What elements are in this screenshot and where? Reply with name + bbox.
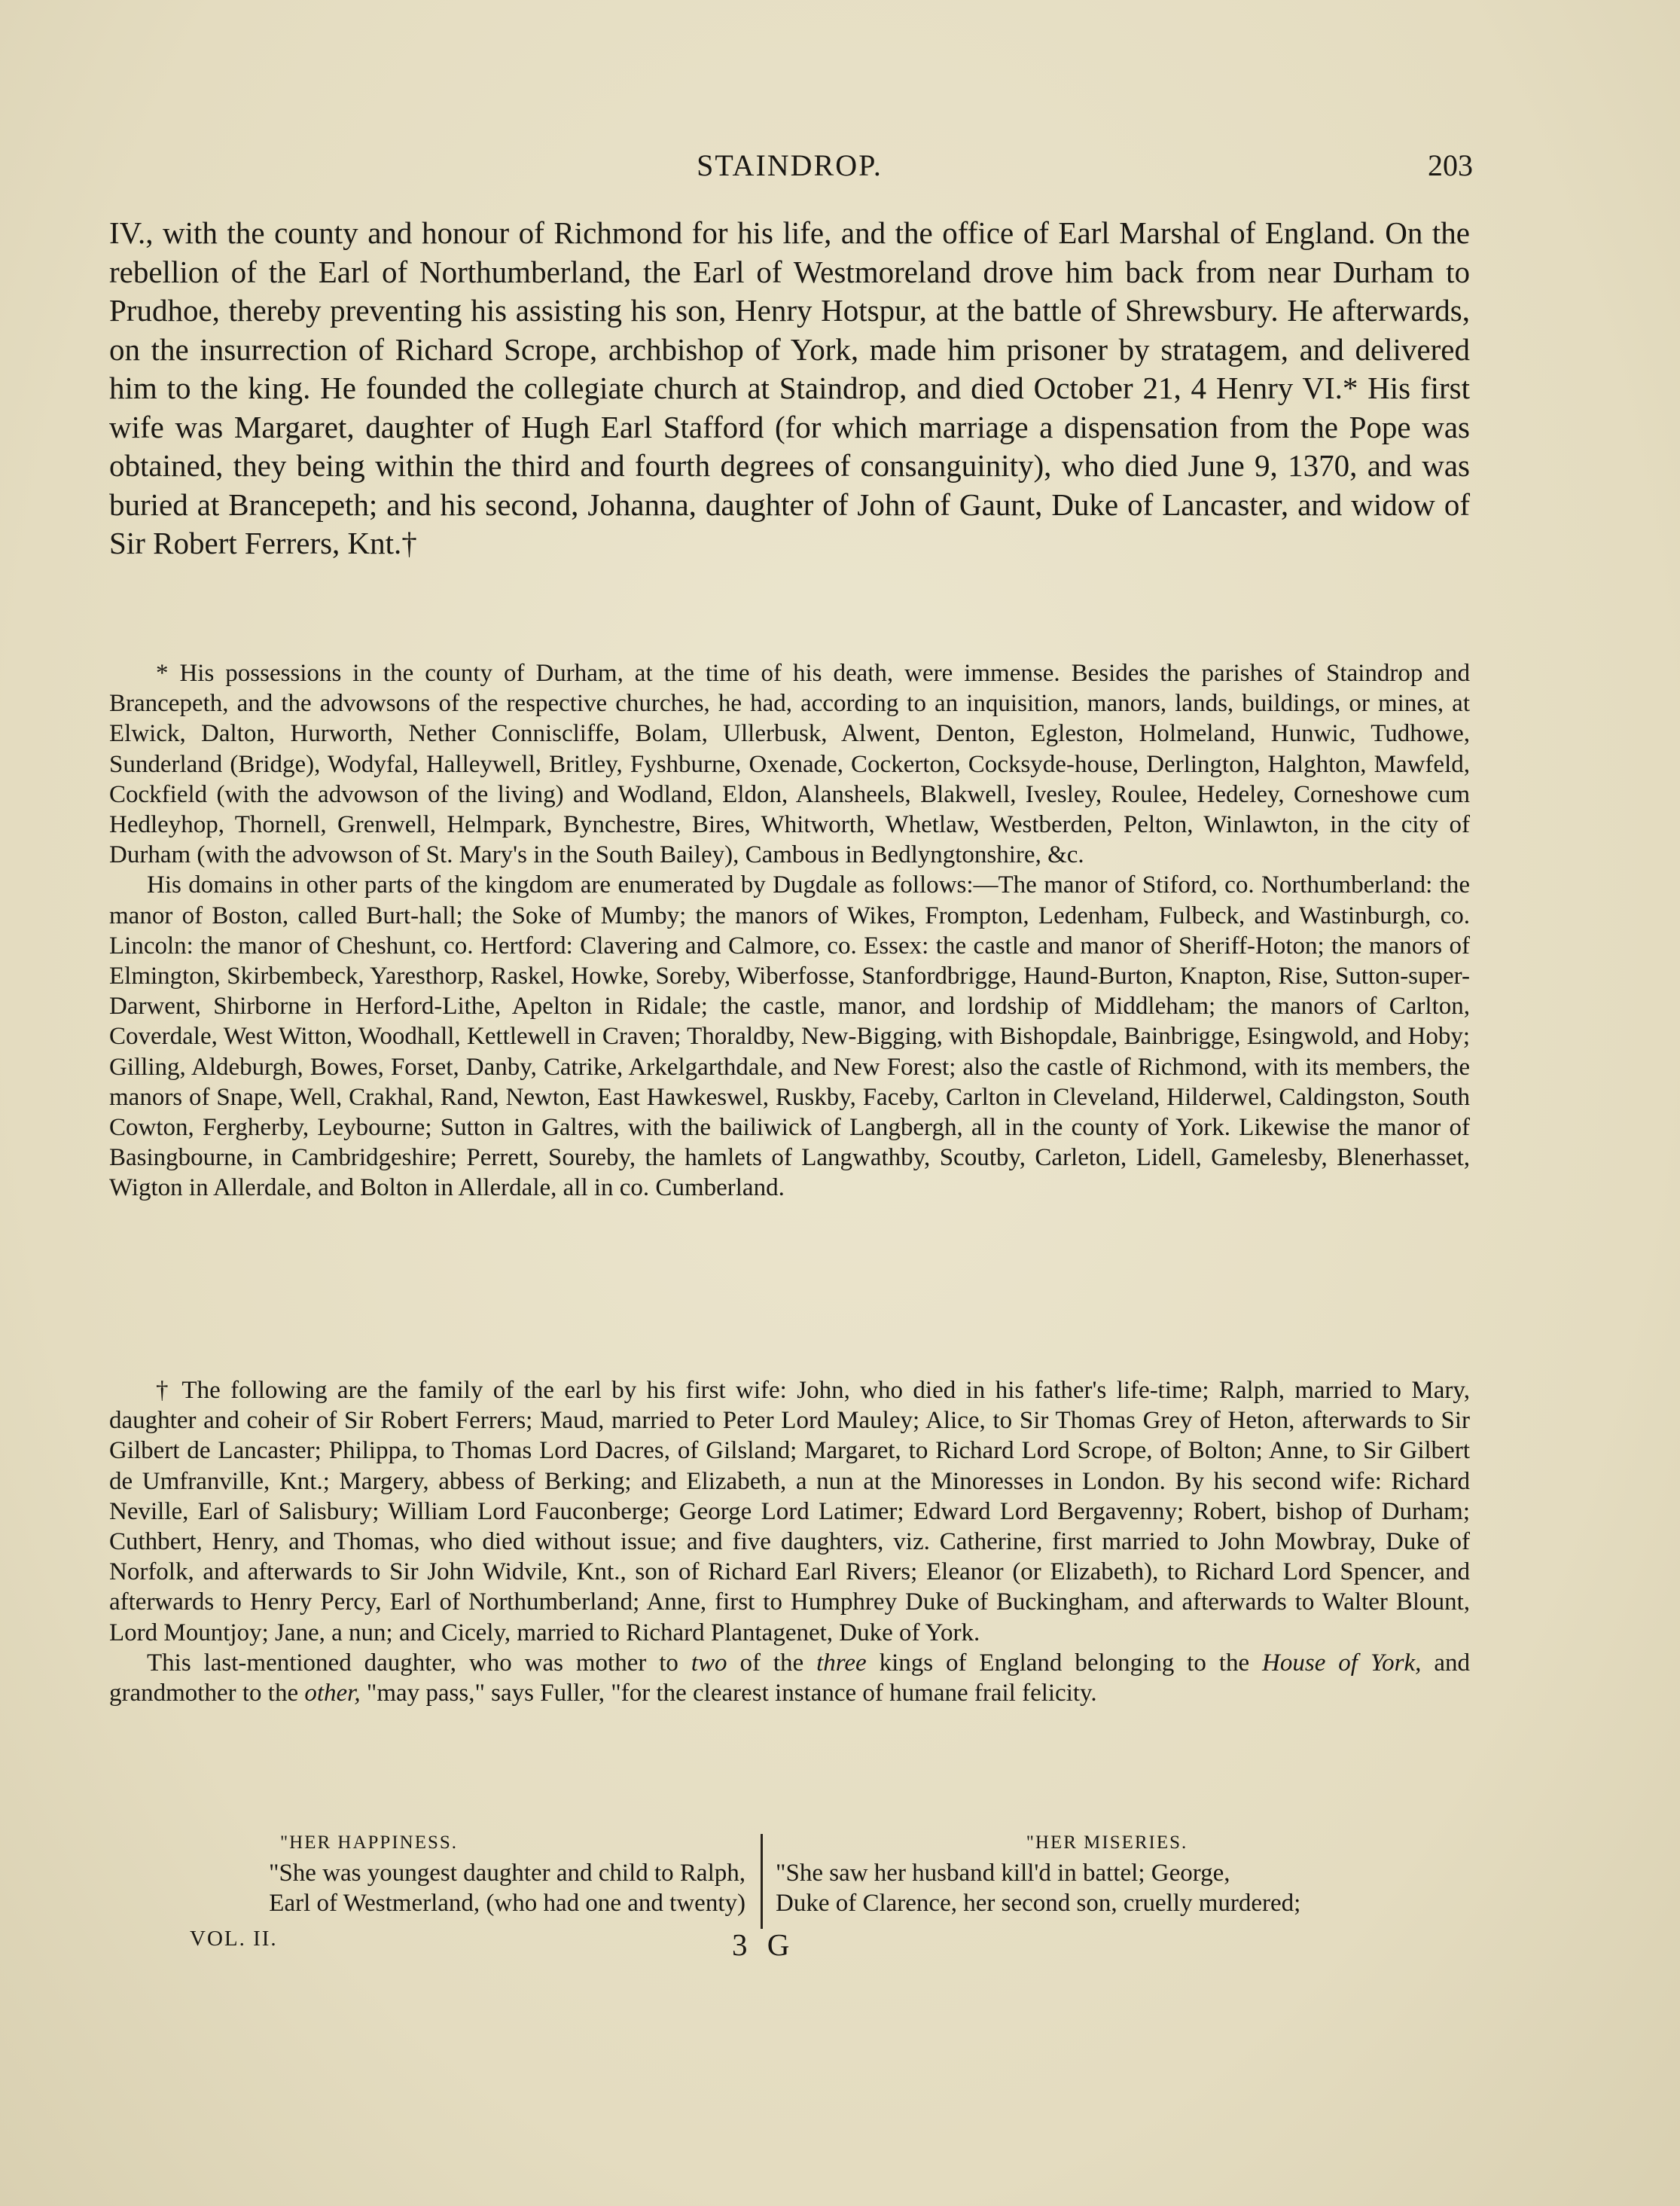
fuller-text-e: "may pass," says Fuller, "for the clearest instance of humane frail felicity.: [360, 1680, 1097, 1707]
volume-label: VOL. II.: [190, 1927, 278, 1951]
fuller-text-b: of the: [727, 1649, 817, 1677]
fuller-text-a: This last-mentioned daughter, who was mother to: [147, 1649, 691, 1677]
fuller-two: two: [691, 1649, 727, 1677]
main-body-text: IV., with the county and honour of Richmond for his life, and the office of Earl Marshal of England. On the rebellion of the Earl of Northumberland, the Earl of Westmoreland drove him back from near Durham to Prudhoe, thereby preventing his assisting his son, Henry Hotspur, at the battle of Shrewsbury. He afterwards, on the insurrection of Richard Scrope, archbishop of York, made him prisoner by stratagem, and delivered him to the king. He founded the collegiate church at Staindrop, and died October 21, 4 Henry VI.* His first wife was Margaret, daughter of Hugh Earl Stafford (for which marriage a dispensation from the Pope was obtained, they being within the third and fourth degrees of consanguinity), who died June 9, 1370, and was buried at Brancepeth; and his second, Johanna, daughter of John of Gaunt, Duke of Lancaster, and widow of Sir Robert Ferrers, Knt.†: [109, 215, 1470, 560]
happiness-heading: "HER HAPPINESS.: [279, 1832, 459, 1853]
fuller-text-c: kings of England belonging to the: [866, 1649, 1263, 1677]
column-divider: [761, 1834, 763, 1929]
footnote-asterisk-para-2: His domains in other parts of the kingdom are enumerated by Dugdale as follows:—The manor of Stiford, co. Northumberland: the manor of Boston, called Burt-hall; the Soke of Mumby; the manors of Wikes, Frompton, Ledenham, Fulbeck, and Wastinburgh, co. Lincoln: the manor of Cheshunt, co. Hertford: Clavering and Calmore, co. Essex: the castle and manor of Sheriff-Hoton; the manors of Elmington, Skirbembeck, Yaresthorp, Raskel, Howke, Soreby, Wiberfosse, Stanfordbrigge, Haund-Burton, Knapton, Rise, Sutton-super-Darwent, Shirborne in Herford-Lithe, Apelton in Ridale; the castle, manor, and lordship of Middleham; the manors of Carlton, Coverdale, West Witton, Woodhall, Kettlewell in Craven; Thoraldby, New-Bigging, with Bishopdale, Bainbrigge, Esingwold, and Hoby; Gilling, Aldeburgh, Bowes, Forset, Danby, Catrike, Arkelgarthdale, and New Forest; also the castle of Richmond, with its members, the manors of Snape, Well, Crakhal, Rand, Newton, East Hawkeswel, Ruskby, Faceby, Carlton in Cleveland, Hilderwel, Caldingston, South Cowton, Fergherby, Leybourne; Sutton in Galtres, with the bailiwick of Langbergh, all in the county of York. Likewise the manor of Basingbourne, in Cambridgeshire; Perrett, Soureby, the hamlets of Langwathby, Scoutby, Carleton, Lidell, Gamelesby, Blenerhasset, Wigton in Allerdale, and Bolton in Allerdale, all in co. Cumberland.: [109, 871, 1470, 1202]
happiness-line-1: "She was youngest daughter and child to Ralph,: [268, 1860, 745, 1887]
miseries-line-2: Duke of Clarence, her second son, cruelly murdered;: [776, 1890, 1301, 1917]
happiness-column: [83, 1828, 745, 1918]
page-footer: [0, 1927, 1680, 1964]
miseries-line-1: "She saw her husband kill'd in battel; George,: [776, 1860, 1230, 1887]
running-head-title: STAINDROP.: [697, 148, 883, 182]
miseries-column: [776, 1828, 1438, 1918]
fuller-three: three: [816, 1649, 867, 1677]
page-number: 203: [1428, 148, 1473, 182]
running-head: [109, 148, 1473, 193]
footnote-asterisk-para-1: * His possessions in the county of Durham, at the time of his death, were immense. Besides the parishes of Staindrop and Brancepeth, and the advowsons of the respective churches, he had, according to an inquisition, manors, lands, buildings, or mines, at Elwick, Dalton, Hurworth, Nether Conniscliffe, Bolam, Ullerbusk, Alwent, Denton, Egleston, Holmeland, Hunwic, Tudhowe, Sunderland (Bridge), Wodyfal, Halleywell, Britley, Fyshburne, Oxenade, Cockerton, Cocksyde-house, Derlington, Halghton, Mawfeld, Cockfield (with the advowson of the living) and Wodland, Eldon, Alansheels, Blakwell, Ivesley, Roulee, Hedeley, Corneshowe cum Hedleyhop, Thornell, Grenwell, Helmpark, Bynchestre, Bires, Whitworth, Whetlaw, Westberden, Pelton, Winlawton, in the city of Durham (with the advowson of St. Mary's in the South Bailey), Cambous in Bedlyngtonshire, &c.: [109, 660, 1470, 869]
happiness-line-2: Earl of Westmerland, (who had one and twenty): [269, 1890, 745, 1917]
fuller-house-of-york: House of York,: [1262, 1649, 1422, 1677]
footnote-dagger: [109, 1375, 1470, 1708]
fuller-text-d: and grandmother to the: [109, 1649, 1470, 1707]
footnote-dagger-para-2: [109, 1648, 1470, 1708]
signature-mark: 3 G: [732, 1927, 796, 1962]
fuller-other: other,: [304, 1680, 361, 1707]
miseries-heading: "HER MISERIES.: [1026, 1832, 1188, 1853]
footnote-asterisk: [109, 658, 1470, 1204]
footnote-dagger-para-1: † The following are the family of the earl by his first wife: John, who died in his father's life-time; Ralph, married to Mary, daughter and coheir of Sir Robert Ferrers; Maud, married to Peter Lord Mauley; Alice, to Sir Thomas Grey of Heton, afterwards to Sir Gilbert de Lancaster; Philippa, to Thomas Lord Dacres, of Gilsland; Margaret, to Richard Lord Scrope, of Bolton; Anne, to Sir Gilbert de Umfranville, Knt.; Margery, abbess of Berking; and Elizabeth, a nun at the Minoresses in London. By his second wife: Richard Neville, Earl of Salisbury; William Lord Fauconberge; George Lord Latimer; Edward Lord Bergavenny; Robert, bishop of Durham; Cuthbert, Henry, and Thomas, who died without issue; and five daughters, viz. Catherine, first married to John Mowbray, Duke of Norfolk, and afterwards to Sir John Widvile, Knt., son of Richard Earl Rivers; Eleanor (or Elizabeth), to Richard Lord Spencer, and afterwards to Henry Percy, Earl of Northumberland; Anne, first to Humphrey Duke of Buckingham, and afterwards to Walter Blount, Lord Mountjoy; Jane, a nun; and Cicely, married to Richard Plantagenet, Duke of York.: [109, 1377, 1470, 1646]
happiness-miseries-columns: [83, 1828, 1438, 1926]
